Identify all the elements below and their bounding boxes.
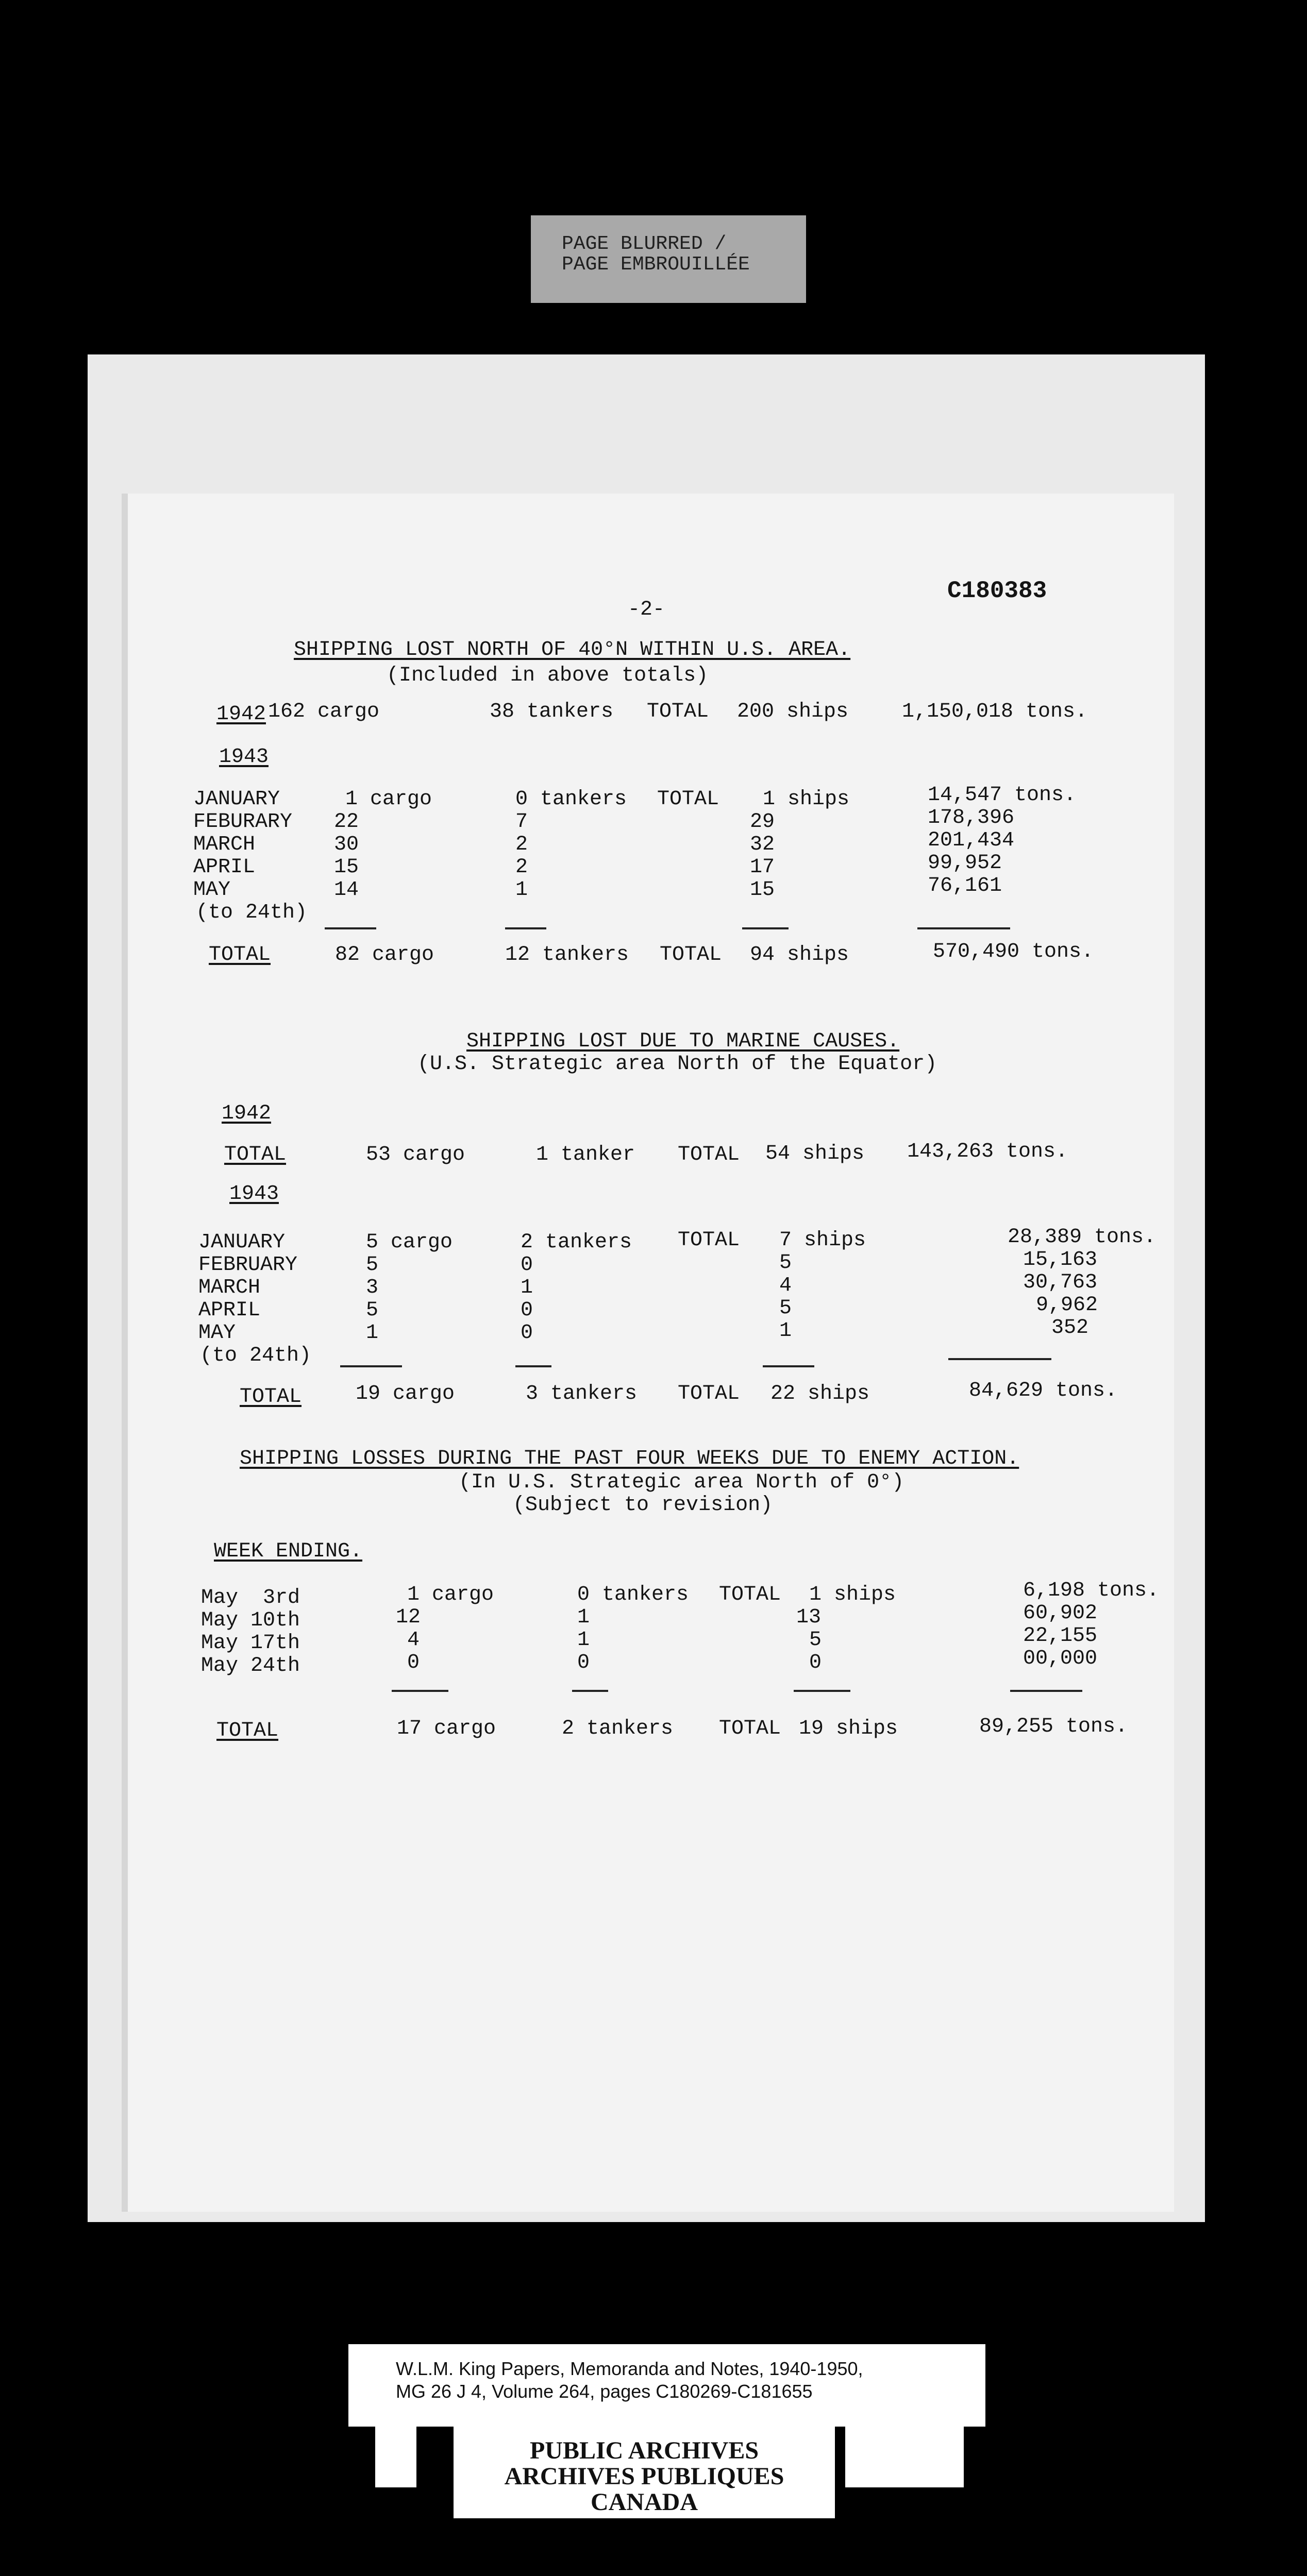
sum-rule (515, 1365, 551, 1367)
collection-line-2: MG 26 J 4, Volume 264, pages C180269-C181655 (396, 2381, 813, 2402)
s3-ships: 1 ships (809, 1583, 896, 1606)
sum-rule (325, 927, 376, 929)
s2-1942-total-label: TOTAL (224, 1143, 287, 1166)
section3-title: SHIPPING LOSSES DURING THE PAST FOUR WEEKS DUE TO ENEMY ACTION. (240, 1447, 1019, 1470)
collection-label (348, 2344, 985, 2427)
s1-ships: 1 ships (763, 788, 850, 811)
s3-tons: 22,155 (1023, 1624, 1098, 1648)
s1-cargo: 14 (334, 878, 359, 902)
sum-rule (505, 927, 546, 929)
s1-total-ships: 94 ships (750, 943, 849, 967)
s3-tankers: 0 (577, 1651, 590, 1674)
s2-tankers: 0 (521, 1299, 533, 1322)
s1-tankers: 7 (515, 810, 528, 834)
s2-year-1942: 1942 (222, 1102, 272, 1125)
s2-month: (to 24th) (200, 1344, 312, 1367)
s3-total-label: TOTAL (719, 1583, 781, 1606)
s2-total-row-label: TOTAL (240, 1385, 302, 1409)
s2-1942-total-label2: TOTAL (678, 1143, 740, 1166)
sum-rule (948, 1358, 1051, 1360)
s3-tons: 60,902 (1023, 1602, 1098, 1625)
s2-tankers: 0 (521, 1253, 533, 1277)
archives-line-2: ARCHIVES PUBLIQUES (504, 2463, 784, 2490)
s2-cargo: 3 (366, 1276, 379, 1299)
s2-tons: 15,163 (1023, 1248, 1098, 1272)
section2-title: SHIPPING LOST DUE TO MARINE CAUSES. (466, 1030, 900, 1053)
s3-week: May 10th (201, 1609, 300, 1632)
s2-tons: 352 (1051, 1316, 1089, 1340)
s3-cargo: 0 (407, 1651, 420, 1674)
s3-total-cargo: 17 cargo (397, 1717, 496, 1740)
s1-total-tankers: 12 tankers (505, 943, 629, 967)
s3-total-label2: TOTAL (719, 1717, 781, 1740)
s1-month: FEBURARY (193, 810, 293, 834)
section3-subtitle-1: (In U.S. Strategic area North of 0°) (459, 1471, 904, 1494)
s2-1942-tons: 143,263 tons. (907, 1140, 1068, 1163)
s1-cargo: 30 (334, 833, 359, 856)
sum-rule (763, 1365, 814, 1367)
sum-rule (572, 1690, 608, 1692)
s1-month: APRIL (193, 856, 256, 879)
stamp-line-2: PAGE EMBROUILLÉE (562, 253, 750, 276)
s2-cargo: 5 cargo (366, 1231, 453, 1254)
s3-total-ships: 19 ships (799, 1717, 898, 1740)
s1-cargo: 15 (334, 856, 359, 879)
s3-week: May 17th (201, 1632, 300, 1655)
s1-tons: 14,547 tons. (928, 784, 1077, 807)
collection-line-1: W.L.M. King Papers, Memoranda and Notes, 1940-1950, (396, 2358, 863, 2379)
s1-tons: 99,952 (928, 852, 1002, 875)
page-number: -2- (628, 598, 665, 621)
section1-subtitle: (Included in above totals) (387, 664, 709, 687)
s2-ships: 1 (779, 1319, 792, 1343)
s3-total-tons: 89,255 tons. (979, 1715, 1128, 1738)
s2-tons: 30,763 (1023, 1271, 1098, 1294)
s1-tankers: 1 (515, 878, 528, 902)
s3-tons: 6,198 tons. (1023, 1579, 1160, 1602)
s3-week: May 3rd (201, 1586, 300, 1609)
label-tab (845, 2426, 964, 2487)
s1-tons: 178,396 (928, 806, 1015, 829)
s2-ships: 5 (779, 1251, 792, 1275)
s1-1942-tankers: 38 tankers (490, 700, 614, 723)
s2-ships: 4 (779, 1274, 792, 1297)
label-tab (375, 2426, 416, 2487)
s2-month: MAY (198, 1321, 236, 1345)
archives-line-1: PUBLIC ARCHIVES (529, 2437, 759, 2464)
s2-tankers: 1 (521, 1276, 533, 1299)
s2-total-ships: 22 ships (770, 1382, 870, 1405)
s1-month: (to 24th) (196, 901, 308, 924)
s1-ships: 15 (750, 878, 775, 902)
section2-subtitle: (U.S. Strategic area North of the Equator) (417, 1053, 937, 1076)
s2-1942-cargo: 53 cargo (366, 1143, 465, 1166)
s3-total-tankers: 2 tankers (562, 1717, 674, 1740)
s1-tankers: 0 tankers (515, 788, 627, 811)
archives-line-3: CANADA (591, 2488, 698, 2516)
s1-1942-cargo: 162 cargo (268, 700, 380, 723)
s3-cargo: 12 (396, 1606, 421, 1629)
s1-total-label: TOTAL (657, 788, 719, 811)
s3-tankers: 1 (577, 1629, 590, 1652)
s3-ships: 0 (809, 1651, 822, 1674)
sum-rule (742, 927, 789, 929)
s3-cargo: 1 cargo (407, 1583, 494, 1606)
s3-ships: 5 (809, 1629, 822, 1652)
s1-month: MARCH (193, 833, 256, 856)
s3-total-row-label: TOTAL (216, 1719, 279, 1742)
s1-tons: 76,161 (928, 874, 1002, 897)
s3-cargo: 4 (407, 1629, 420, 1652)
s1-month: JANUARY (193, 788, 280, 811)
s1-year-1942: 1942 (216, 703, 266, 726)
s2-ships: 7 ships (779, 1229, 866, 1252)
s1-tons: 201,434 (928, 829, 1015, 852)
s3-tons: 00,000 (1023, 1647, 1098, 1670)
blurred-page-stamp (531, 215, 806, 303)
s1-ships: 32 (750, 833, 775, 856)
week-ending-label: WEEK ENDING. (214, 1540, 363, 1563)
s1-tankers: 2 (515, 833, 528, 856)
s1-total-row-label: TOTAL (209, 943, 271, 967)
stamp-line-1: PAGE BLURRED / (562, 233, 727, 255)
s2-year-1943: 1943 (229, 1182, 279, 1206)
s2-total-label: TOTAL (678, 1229, 740, 1252)
s2-tons: 9,962 (1036, 1294, 1098, 1317)
s3-tankers: 0 tankers (577, 1583, 689, 1606)
s2-total-cargo: 19 cargo (356, 1382, 455, 1405)
s1-total-label2: TOTAL (660, 943, 722, 967)
s2-1942-ships: 54 ships (765, 1142, 865, 1165)
s1-1942-total-label: TOTAL (647, 700, 709, 723)
s2-cargo: 5 (366, 1299, 379, 1322)
section3-subtitle-2: (Subject to revision) (513, 1494, 773, 1517)
sum-rule (794, 1690, 850, 1692)
s2-month: FEBRUARY (198, 1253, 298, 1277)
s2-total-tankers: 3 tankers (526, 1382, 638, 1405)
s3-ships: 13 (796, 1606, 822, 1629)
s1-1942-ships: 200 ships (737, 700, 849, 723)
s1-cargo: 1 cargo (345, 788, 432, 811)
s2-tons: 28,389 tons. (1008, 1226, 1157, 1249)
s2-tankers: 0 (521, 1321, 533, 1345)
s3-tankers: 1 (577, 1606, 590, 1629)
s2-cargo: 5 (366, 1253, 379, 1277)
s2-month: APRIL (198, 1299, 261, 1322)
sum-rule (1010, 1690, 1082, 1692)
archives-stamp (454, 2426, 835, 2518)
s1-ships: 17 (750, 856, 775, 879)
s2-total-label2: TOTAL (678, 1382, 740, 1405)
s2-month: MARCH (198, 1276, 261, 1299)
s1-total-tons: 570,490 tons. (933, 940, 1094, 963)
s1-cargo: 22 (334, 810, 359, 834)
section1-title: SHIPPING LOST NORTH OF 40°N WITHIN U.S. AREA. (294, 638, 851, 662)
s2-1942-tankers: 1 tanker (536, 1143, 635, 1166)
s2-month: JANUARY (198, 1231, 286, 1254)
s2-ships: 5 (779, 1297, 792, 1320)
s1-tankers: 2 (515, 856, 528, 879)
s2-total-tons: 84,629 tons. (969, 1379, 1118, 1402)
s1-1942-tons: 1,150,018 tons. (902, 700, 1088, 723)
s2-cargo: 1 (366, 1321, 379, 1345)
s3-week: May 24th (201, 1654, 300, 1677)
sum-rule (392, 1690, 448, 1692)
sum-rule (917, 927, 1010, 929)
s1-ships: 29 (750, 810, 775, 834)
s1-month: MAY (193, 878, 231, 902)
sum-rule (340, 1365, 402, 1367)
s1-total-cargo: 82 cargo (335, 943, 434, 967)
s2-tankers: 2 tankers (521, 1231, 632, 1254)
document-number: C180383 (947, 578, 1047, 604)
s1-year-1943: 1943 (219, 745, 269, 769)
